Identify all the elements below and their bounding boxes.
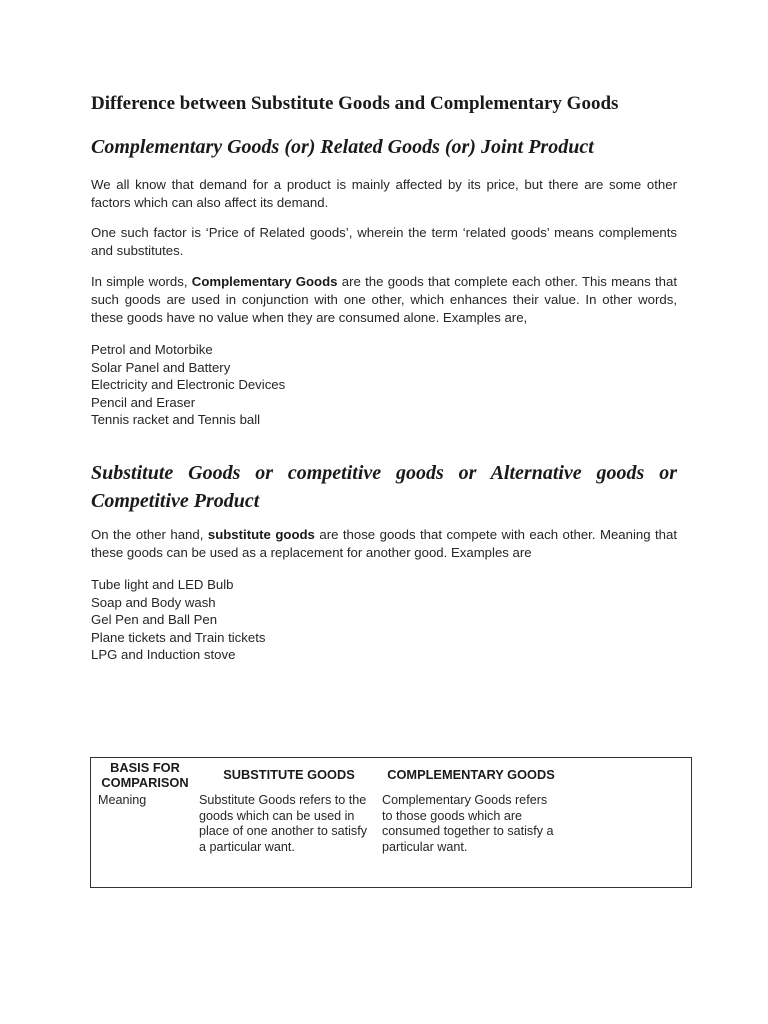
substitute-definition-paragraph bbox=[91, 526, 677, 562]
list-item: LPG and Induction stove bbox=[91, 647, 236, 663]
basis-column-header: BASIS FOR COMPARISON bbox=[101, 760, 189, 790]
list-item: Pencil and Eraser bbox=[91, 394, 196, 410]
paragraph-text: are the goods that complete each other. This means that such goods are used in conjunction with one other, which enhances their value. In other words, these goods have no value when they are consumed alone. Examples are, bbox=[91, 274, 677, 325]
table-cell-substitute: Substitute Goods refers to the goods which can be used in place of one another to satisfy a particular want. bbox=[199, 793, 368, 854]
complementary-examples-list bbox=[91, 341, 285, 429]
demand-intro-paragraph: We all know that demand for a product is mainly affected by its price, but there are some other factors which can also affect its demand. bbox=[91, 177, 677, 210]
paragraph-text: On the other hand, bbox=[91, 527, 208, 542]
complementary-definition-paragraph bbox=[91, 273, 677, 327]
comparison-table bbox=[90, 757, 692, 888]
substitute-column-header: SUBSTITUTE GOODS bbox=[223, 767, 355, 782]
list-item: Petrol and Motorbike bbox=[91, 342, 213, 357]
paragraph-text: In simple words, bbox=[91, 274, 192, 289]
list-item: Solar Panel and Battery bbox=[91, 359, 231, 375]
list-item: Plane tickets and Train tickets bbox=[91, 629, 266, 645]
complementary-column-header: COMPLEMENTARY GOODS bbox=[387, 767, 555, 782]
substitute-examples-list bbox=[91, 576, 265, 664]
table-cell-complementary: Complementary Goods refers to those goods which are consumed together to satisfy a particular want. bbox=[382, 793, 554, 854]
document-title: Difference between Substitute Goods and Complementary Goods bbox=[91, 93, 619, 114]
substitute-goods-term: substitute goods bbox=[207, 527, 315, 542]
list-item: Electricity and Electronic Devices bbox=[91, 377, 286, 393]
list-item: Tube light and LED Bulb bbox=[91, 577, 234, 592]
list-item: Gel Pen and Ball Pen bbox=[91, 612, 218, 628]
substitute-goods-heading: Substitute Goods or competitive goods or Alternative goods or Competitive Product bbox=[91, 462, 677, 512]
paragraph-text: are those goods that compete with each other. Meaning that these goods can be used as a replacement for another good. Examples are bbox=[91, 527, 678, 560]
list-item: Tennis racket and Tennis ball bbox=[91, 412, 261, 428]
list-item: Soap and Body wash bbox=[91, 594, 216, 610]
complementary-goods-term: Complementary Goods bbox=[191, 274, 338, 289]
table-cell-basis: Meaning bbox=[98, 793, 147, 807]
complementary-goods-heading: Complementary Goods (or) Related Goods (or) Joint Product bbox=[91, 136, 594, 158]
related-goods-paragraph: One such factor is ‘Price of Related goods’, wherein the term ‘related goods’ means complements and substitutes. bbox=[91, 225, 677, 258]
